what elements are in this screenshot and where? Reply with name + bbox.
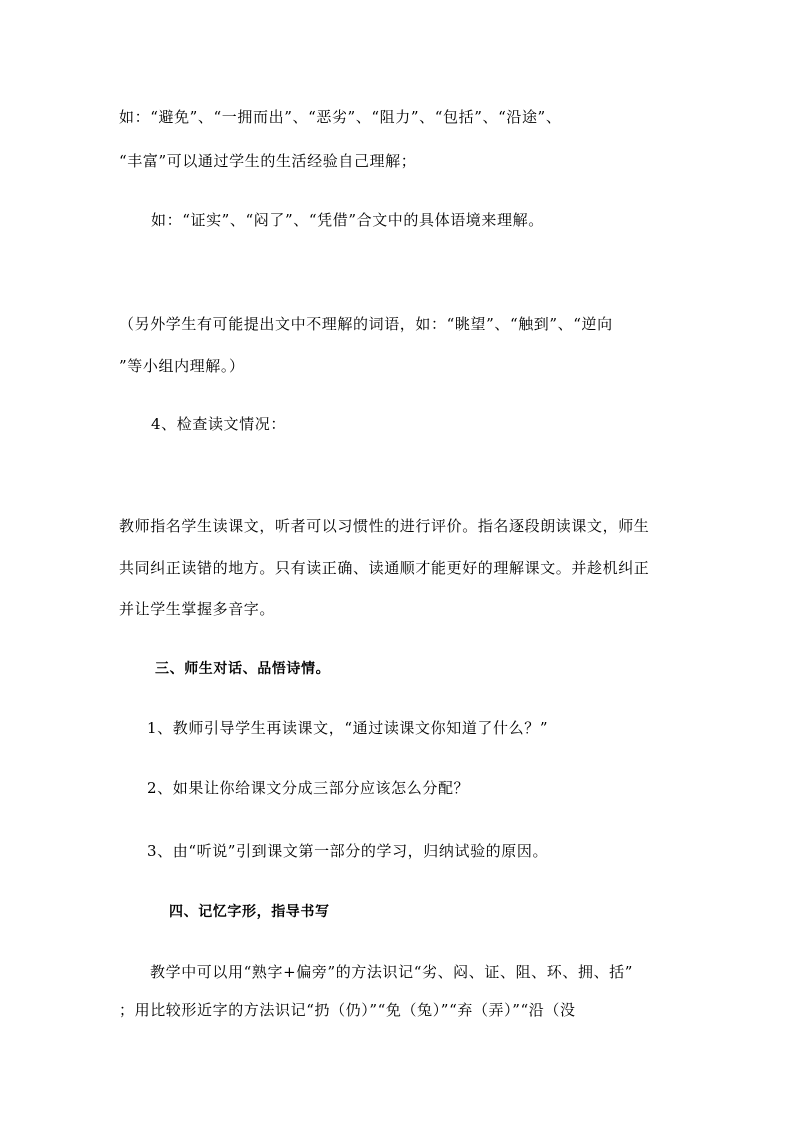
- paragraph-line-8: 共同纠正读错的地方。只有读正确、读通顺才能更好的理解课文。并趁机纠正: [119, 559, 650, 577]
- list-item-1: 1、教师引导学生再读课文，“通过读课文你知道了什么？”: [147, 719, 549, 737]
- paragraph-line-15: 教学中可以用“熟字+偏旁”的方法识记“劣、闷、证、阻、环、拥、括”: [150, 963, 634, 981]
- paragraph-line-7: 教师指名学生读课文，听者可以习惯性的进行评价。指名逐段朗读课文，师生: [119, 517, 650, 535]
- section-heading-3: 三、师生对话、品悟诗情。: [155, 661, 331, 677]
- paragraph-line-5: ”等小组内理解。）: [119, 357, 245, 375]
- paragraph-line-4: （另外学生有可能提出文中不理解的词语，如：“眺望”、“触到”、“逆向: [119, 315, 613, 333]
- paragraph-line-1: 如：“避免”、“一拥而出”、“恶劣”、“阻力”、“包括”、“沿途”、: [119, 108, 562, 126]
- list-item-2: 2、如果让你给课文分成三部分应该怎么分配？: [147, 779, 470, 797]
- paragraph-line-16: ；用比较形近字的方法识记“扔（仍）”“免（兔）”“弃（弄）”“沿（没: [119, 1001, 576, 1019]
- list-item-3: 3、由“听说”引到课文第一部分的学习，归纳试验的原因。: [147, 842, 549, 860]
- paragraph-line-2: “丰富”可以通过学生的生活经验自己理解；: [119, 152, 417, 170]
- section-heading-4: 四、记忆字形，指导书写: [169, 904, 330, 920]
- paragraph-line-9: 并让学生掌握多音字。: [119, 600, 276, 618]
- section-item-4: 4、检查读文情况：: [151, 415, 286, 433]
- paragraph-line-3: 如：“证实”、“闷了”、“凭借”合文中的具体语境来理解。: [151, 211, 544, 229]
